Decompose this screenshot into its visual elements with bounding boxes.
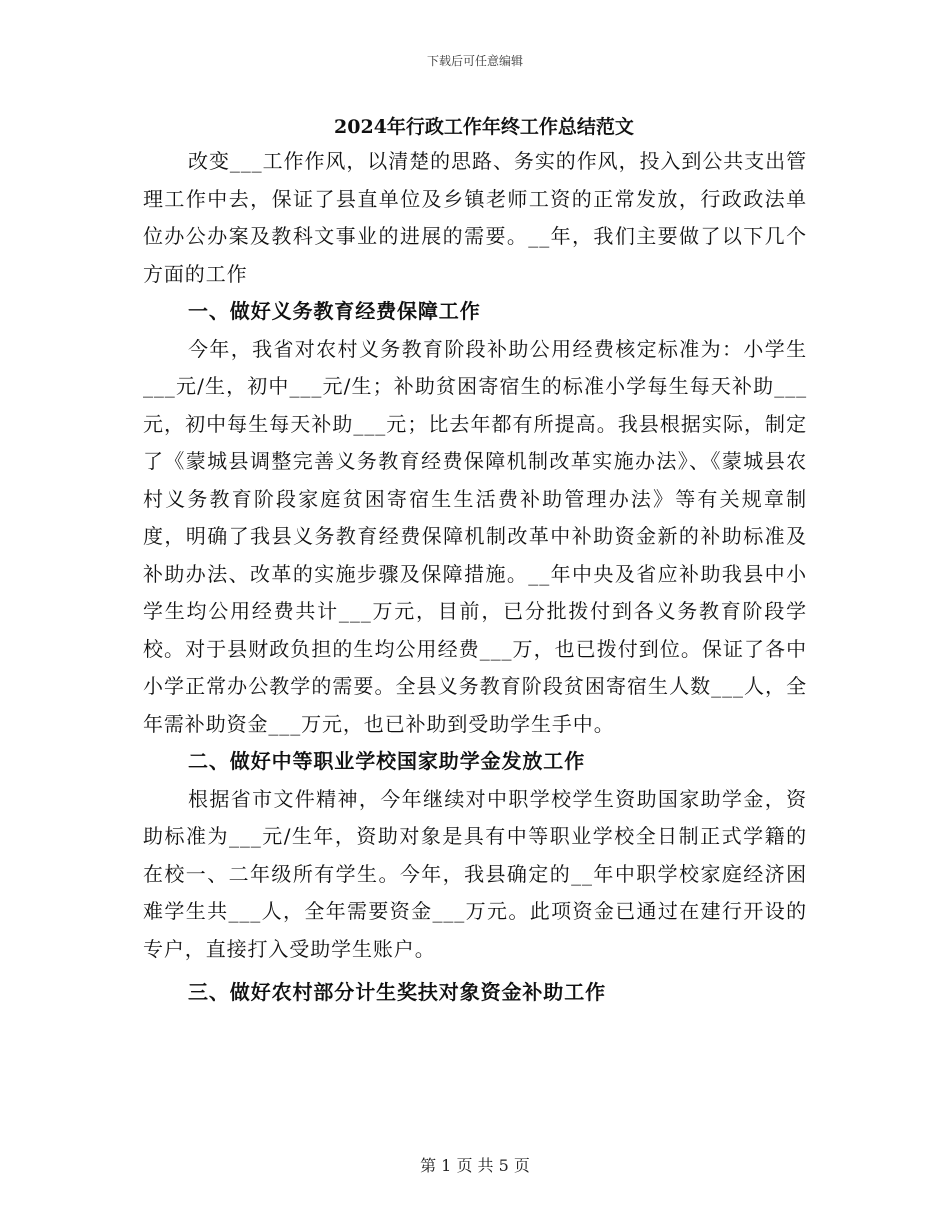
section-heading-1: 一、做好义务教育经费保障工作 (188, 299, 481, 323)
section-heading-2: 二、做好中等职业学校国家助学金发放工作 (188, 749, 586, 773)
section-body-1: 今年，我省对农村义务教育阶段补助公用经费核定标准为：小学生___元/生，初中___元/生；补助贫困寄宿生的标准小学每生每天补助___元，初中每生每天补助___元；比去年都有所提高。我县根据实际，制定了《蒙城县调整完善义务教育经费保障机制改革实施办法》、《蒙城县农村义务教育阶段家庭贫困寄宿生生活费补助管理办法》等有关规章制度，明确了我县义务教育经费保障机制改革中补助资金新的补助标准及补助办法、改革的实施步骤及保障措施。__年中央及省应补助我县中小学生均公用经费共计___万元，目前，已分批拨付到各义务教育阶段学校。对于县财政负担的生均公用经费___万，也已拨付到位。保证了各中小学正常办公教学的需要。全县义务教育阶段贫困寄宿生人数___人，全年需补助资金___万元，也已补助到受助学生手中。 (143, 336, 807, 736)
section-body-2: 根据省市文件精神，今年继续对中职学校学生资助国家助学金，资助标准为___元/生年，资助对象是具有中等职业学校全日制正式学籍的在校一、二年级所有学生。今年，我县确定的__年中职学校家庭经济困难学生共___人，全年需要资金___万元。此项资金已通过在建行开设的专户，直接打入受助学生账户。 (143, 786, 807, 961)
section-heading-3: 三、做好农村部分计生奖扶对象资金补助工作 (188, 980, 606, 1004)
document-title: 2024年行政工作年终工作总结范文 (334, 116, 634, 138)
document-body (143, 111, 807, 1012)
page-number: 第 1 页 共 5 页 (420, 1156, 530, 1175)
intro-paragraph: 改变___工作作风，以清楚的思路、务实的作风，投入到公共支出管理工作中去，保证了县直单位及乡镇老师工资的正常发放，行政政法单位办公办案及教科文事业的进展的需要。__年，我们主要做了以下几个方面的工作 (143, 149, 807, 286)
page-header-note: 下载后可任意编辑 (426, 54, 523, 68)
